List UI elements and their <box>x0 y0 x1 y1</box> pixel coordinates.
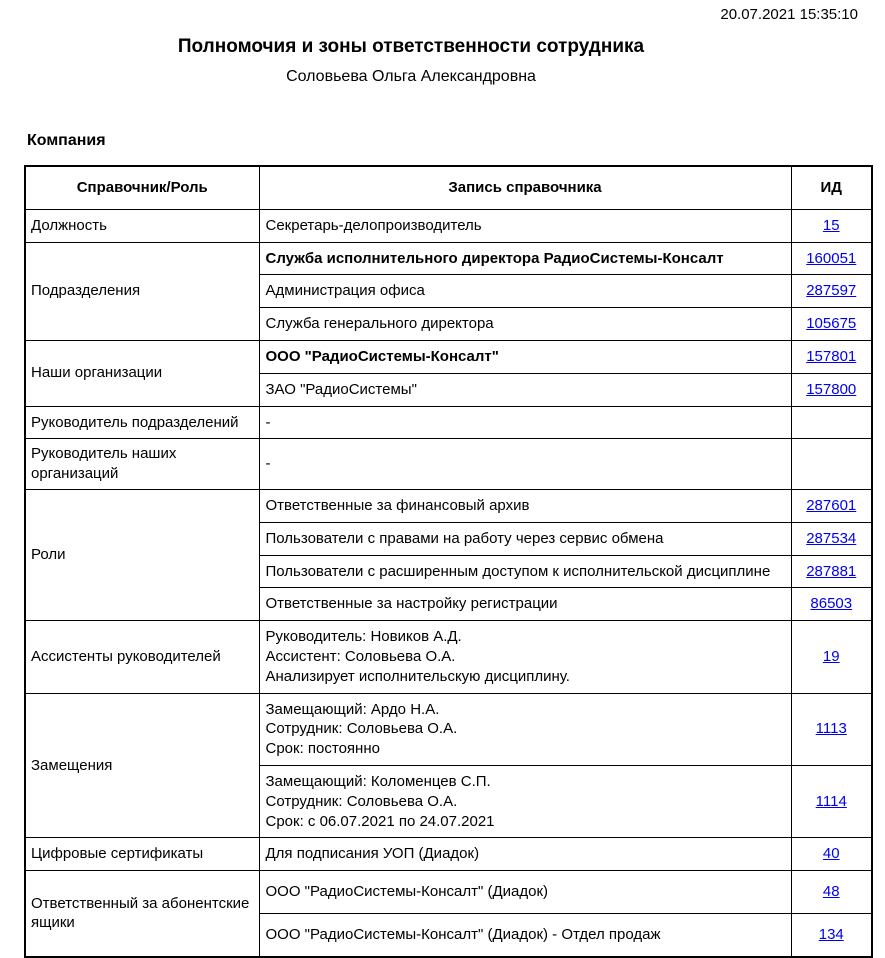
entry-cell: Пользователи с расширенным доступом к исполнительской дисциплине <box>259 555 791 588</box>
col-header-role: Справочник/Роль <box>25 166 259 209</box>
role-cell: Ответственный за абонентские ящики <box>25 871 259 957</box>
entry-cell: Пользователи с правами на работу через сервис обмена <box>259 522 791 555</box>
id-cell <box>791 439 872 490</box>
entry-line: Срок: постоянно <box>265 740 380 758</box>
table-row <box>25 693 872 765</box>
table-row <box>25 871 872 914</box>
entry-cell: ООО "РадиоСистемы-Консалт" (Диадок) - Отдел продаж <box>259 913 791 956</box>
id-cell <box>791 209 872 242</box>
id-link[interactable]: 40 <box>822 845 840 863</box>
id-cell <box>791 621 872 693</box>
company-table-head <box>25 166 872 209</box>
entry-cell: Служба исполнительного директора РадиоСистемы-Консалт <box>259 242 791 275</box>
id-link[interactable]: 287534 <box>806 529 857 547</box>
entry-cell: Ответственные за настройку регистрации <box>259 588 791 621</box>
entry-line: Руководитель: Новиков А.Д. <box>265 628 462 646</box>
id-cell <box>791 693 872 765</box>
entry-line: Замещающий: Коломенцев С.П. <box>265 772 491 790</box>
id-link[interactable]: 105675 <box>806 315 857 333</box>
id-cell <box>791 373 872 406</box>
entry-cell: Ответственные за финансовый архив <box>259 489 791 522</box>
id-cell <box>791 913 872 956</box>
entry-cell: Секретарь-делопроизводитель <box>259 209 791 242</box>
id-cell <box>791 765 872 837</box>
id-link[interactable]: 1114 <box>815 792 847 810</box>
entry-line: Срок: с 06.07.2021 по 24.07.2021 <box>265 812 495 830</box>
id-cell <box>791 242 872 275</box>
id-link[interactable]: 160051 <box>806 249 857 267</box>
entry-cell: Служба генерального директора <box>259 308 791 341</box>
id-cell <box>791 588 872 621</box>
entry-cell: ООО "РадиоСистемы-Консалт" <box>259 340 791 373</box>
entry-cell: Администрация офиса <box>259 275 791 308</box>
id-link[interactable]: 157801 <box>806 347 857 365</box>
table-row <box>25 209 872 242</box>
id-cell <box>791 489 872 522</box>
company-table-body <box>25 209 872 956</box>
entry-line: Ассистент: Соловьева О.А. <box>265 647 456 665</box>
id-cell <box>791 406 872 439</box>
col-header-id: ИД <box>791 166 872 209</box>
id-link[interactable]: 157800 <box>806 380 857 398</box>
role-cell: Руководитель наших организаций <box>25 439 259 490</box>
id-cell <box>791 522 872 555</box>
table-row <box>25 838 872 871</box>
role-cell: Цифровые сертификаты <box>25 838 259 871</box>
entry-cell: - <box>259 439 791 490</box>
role-cell: Подразделения <box>25 242 259 340</box>
entry-line: Сотрудник: Соловьева О.А. <box>265 720 458 738</box>
entry-line: Сотрудник: Соловьева О.А. <box>265 792 458 810</box>
id-link[interactable]: 48 <box>822 883 840 901</box>
id-cell <box>791 871 872 914</box>
id-link[interactable]: 287881 <box>806 562 857 580</box>
id-link[interactable]: 134 <box>818 925 844 943</box>
table-row <box>25 621 872 693</box>
table-row <box>25 489 872 522</box>
entry-cell: Для подписания УОП (Диадок) <box>259 838 791 871</box>
id-cell <box>791 308 872 341</box>
report-timestamp: 20.07.2021 15:35:10 <box>720 6 858 23</box>
role-cell: Руководитель подразделений <box>25 406 259 439</box>
id-link[interactable]: 15 <box>822 216 840 234</box>
id-cell <box>791 555 872 588</box>
col-header-entry: Запись справочника <box>259 166 791 209</box>
role-cell: Ассистенты руководителей <box>25 621 259 693</box>
id-link[interactable]: 19 <box>822 647 840 665</box>
table-row <box>25 406 872 439</box>
entry-line: Замещающий: Ардо Н.А. <box>265 700 440 718</box>
page-title: Полномочия и зоны ответственности сотрудника <box>177 36 645 57</box>
entry-cell: - <box>259 406 791 439</box>
report-header <box>0 36 822 86</box>
role-cell: Роли <box>25 489 259 620</box>
entry-cell <box>259 765 791 837</box>
entry-cell <box>259 693 791 765</box>
entry-line: Анализирует исполнительскую дисциплину. <box>265 667 570 685</box>
table-row <box>25 439 872 490</box>
table-row <box>25 242 872 275</box>
id-cell <box>791 838 872 871</box>
role-cell: Наши организации <box>25 340 259 406</box>
entry-cell <box>259 621 791 693</box>
role-cell: Замещения <box>25 693 259 838</box>
entry-cell: ЗАО "РадиоСистемы" <box>259 373 791 406</box>
id-link[interactable]: 86503 <box>810 595 853 613</box>
id-link[interactable]: 287601 <box>806 496 857 514</box>
id-link[interactable]: 287597 <box>806 282 857 300</box>
header-row <box>25 166 872 209</box>
id-cell <box>791 275 872 308</box>
section-title-company: Компания <box>27 132 106 149</box>
id-cell <box>791 340 872 373</box>
entry-cell: ООО "РадиоСистемы-Консалт" (Диадок) <box>259 871 791 914</box>
company-table <box>24 165 873 958</box>
employee-name: Соловьева Ольга Александровна <box>286 68 536 85</box>
role-cell: Должность <box>25 209 259 242</box>
id-link[interactable]: 1113 <box>815 720 847 738</box>
table-row <box>25 340 872 373</box>
